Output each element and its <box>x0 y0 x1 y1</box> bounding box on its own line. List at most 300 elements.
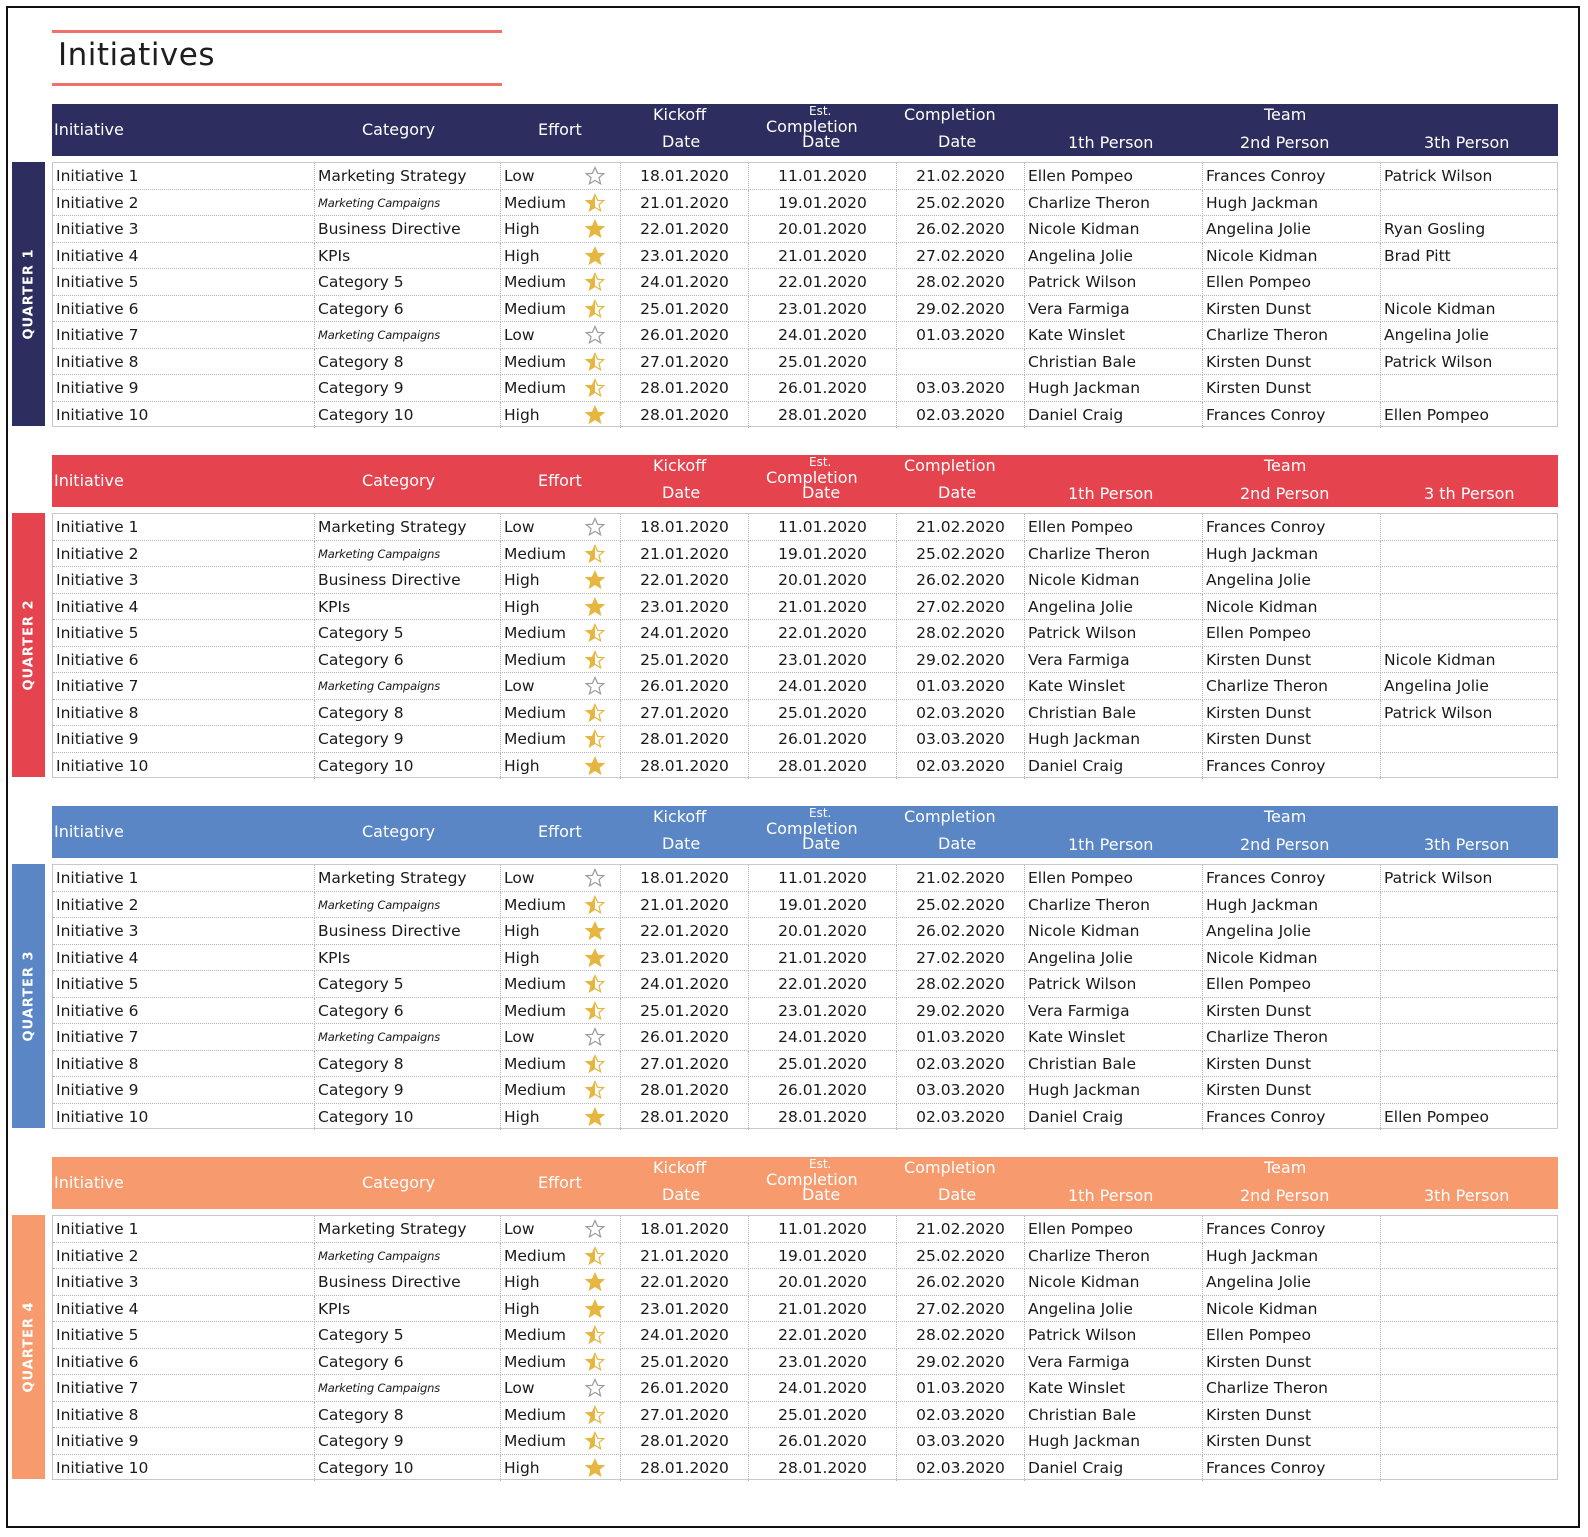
cell-p2[interactable] <box>1203 1051 1381 1078</box>
cell-p2[interactable] <box>1203 1455 1381 1482</box>
cell-p3[interactable] <box>1381 243 1559 270</box>
cell-p2[interactable] <box>1203 945 1381 972</box>
cell-p1[interactable] <box>1025 1269 1203 1296</box>
cell-completion[interactable] <box>897 700 1025 727</box>
cell-p1[interactable] <box>1025 216 1203 243</box>
cell-completion[interactable] <box>897 1375 1025 1402</box>
cell-p3[interactable] <box>1381 945 1559 972</box>
cell-completion[interactable] <box>897 243 1025 270</box>
cell-category[interactable] <box>315 243 501 270</box>
cell-p2[interactable] <box>1203 892 1381 919</box>
cell-initiative[interactable] <box>53 1077 315 1104</box>
cell-p3[interactable] <box>1381 1269 1559 1296</box>
cell-category[interactable] <box>315 349 501 376</box>
cell-p2[interactable] <box>1203 971 1381 998</box>
cell-est[interactable] <box>749 1077 897 1104</box>
cell-p3[interactable] <box>1381 514 1559 541</box>
cell-p1[interactable] <box>1025 1428 1203 1455</box>
cell-p3[interactable] <box>1381 163 1559 190</box>
cell-category[interactable] <box>315 726 501 753</box>
cell-kickoff[interactable] <box>621 375 749 402</box>
cell-completion[interactable] <box>897 1455 1025 1482</box>
cell-initiative[interactable] <box>53 567 315 594</box>
cell-p1[interactable] <box>1025 1349 1203 1376</box>
cell-est[interactable] <box>749 296 897 323</box>
cell-kickoff[interactable] <box>621 647 749 674</box>
cell-p2[interactable] <box>1203 673 1381 700</box>
cell-p2[interactable] <box>1203 216 1381 243</box>
cell-est[interactable] <box>749 243 897 270</box>
cell-p3[interactable] <box>1381 375 1559 402</box>
cell-p1[interactable] <box>1025 647 1203 674</box>
cell-est[interactable] <box>749 892 897 919</box>
cell-p3[interactable] <box>1381 620 1559 647</box>
cell-category[interactable] <box>315 1024 501 1051</box>
cell-initiative[interactable] <box>53 892 315 919</box>
cell-completion[interactable] <box>897 349 1025 376</box>
cell-est[interactable] <box>749 647 897 674</box>
cell-effort[interactable] <box>501 1428 621 1455</box>
cell-category[interactable] <box>315 892 501 919</box>
cell-p3[interactable] <box>1381 865 1559 892</box>
cell-p1[interactable] <box>1025 243 1203 270</box>
cell-est[interactable] <box>749 998 897 1025</box>
cell-p1[interactable] <box>1025 998 1203 1025</box>
cell-category[interactable] <box>315 514 501 541</box>
cell-completion[interactable] <box>897 296 1025 323</box>
cell-completion[interactable] <box>897 375 1025 402</box>
cell-category[interactable] <box>315 620 501 647</box>
cell-category[interactable] <box>315 1077 501 1104</box>
cell-completion[interactable] <box>897 1024 1025 1051</box>
cell-effort[interactable] <box>501 402 621 429</box>
cell-initiative[interactable] <box>53 700 315 727</box>
cell-p1[interactable] <box>1025 1243 1203 1270</box>
cell-p1[interactable] <box>1025 541 1203 568</box>
cell-initiative[interactable] <box>53 1024 315 1051</box>
cell-initiative[interactable] <box>53 514 315 541</box>
cell-effort[interactable] <box>501 700 621 727</box>
cell-p2[interactable] <box>1203 918 1381 945</box>
cell-p2[interactable] <box>1203 269 1381 296</box>
cell-effort[interactable] <box>501 514 621 541</box>
cell-effort[interactable] <box>501 1051 621 1078</box>
cell-p1[interactable] <box>1025 753 1203 780</box>
cell-initiative[interactable] <box>53 1455 315 1482</box>
cell-initiative[interactable] <box>53 865 315 892</box>
cell-effort[interactable] <box>501 647 621 674</box>
cell-completion[interactable] <box>897 918 1025 945</box>
cell-kickoff[interactable] <box>621 1243 749 1270</box>
cell-est[interactable] <box>749 402 897 429</box>
cell-effort[interactable] <box>501 594 621 621</box>
cell-p1[interactable] <box>1025 1024 1203 1051</box>
cell-effort[interactable] <box>501 243 621 270</box>
cell-p3[interactable] <box>1381 567 1559 594</box>
cell-effort[interactable] <box>501 620 621 647</box>
cell-effort[interactable] <box>501 296 621 323</box>
cell-effort[interactable] <box>501 1216 621 1243</box>
cell-est[interactable] <box>749 945 897 972</box>
cell-p3[interactable] <box>1381 402 1559 429</box>
cell-p1[interactable] <box>1025 1402 1203 1429</box>
cell-est[interactable] <box>749 322 897 349</box>
cell-est[interactable] <box>749 1402 897 1429</box>
cell-p3[interactable] <box>1381 322 1559 349</box>
cell-p3[interactable] <box>1381 1455 1559 1482</box>
cell-initiative[interactable] <box>53 375 315 402</box>
cell-p2[interactable] <box>1203 998 1381 1025</box>
cell-category[interactable] <box>315 594 501 621</box>
cell-p2[interactable] <box>1203 700 1381 727</box>
cell-kickoff[interactable] <box>621 892 749 919</box>
cell-initiative[interactable] <box>53 322 315 349</box>
cell-p3[interactable] <box>1381 673 1559 700</box>
cell-category[interactable] <box>315 753 501 780</box>
cell-effort[interactable] <box>501 673 621 700</box>
cell-initiative[interactable] <box>53 620 315 647</box>
cell-kickoff[interactable] <box>621 243 749 270</box>
cell-p1[interactable] <box>1025 269 1203 296</box>
cell-category[interactable] <box>315 1455 501 1482</box>
cell-p3[interactable] <box>1381 594 1559 621</box>
cell-p2[interactable] <box>1203 163 1381 190</box>
cell-est[interactable] <box>749 1024 897 1051</box>
cell-category[interactable] <box>315 1322 501 1349</box>
cell-initiative[interactable] <box>53 1104 315 1131</box>
cell-est[interactable] <box>749 594 897 621</box>
cell-p2[interactable] <box>1203 567 1381 594</box>
cell-effort[interactable] <box>501 269 621 296</box>
cell-p2[interactable] <box>1203 865 1381 892</box>
cell-completion[interactable] <box>897 1296 1025 1323</box>
cell-est[interactable] <box>749 620 897 647</box>
cell-completion[interactable] <box>897 753 1025 780</box>
cell-est[interactable] <box>749 726 897 753</box>
cell-effort[interactable] <box>501 998 621 1025</box>
cell-completion[interactable] <box>897 541 1025 568</box>
cell-kickoff[interactable] <box>621 541 749 568</box>
cell-kickoff[interactable] <box>621 514 749 541</box>
cell-est[interactable] <box>749 163 897 190</box>
cell-est[interactable] <box>749 673 897 700</box>
cell-p3[interactable] <box>1381 700 1559 727</box>
cell-initiative[interactable] <box>53 726 315 753</box>
cell-category[interactable] <box>315 918 501 945</box>
cell-p2[interactable] <box>1203 375 1381 402</box>
cell-est[interactable] <box>749 971 897 998</box>
cell-est[interactable] <box>749 918 897 945</box>
cell-effort[interactable] <box>501 918 621 945</box>
cell-p3[interactable] <box>1381 647 1559 674</box>
cell-effort[interactable] <box>501 753 621 780</box>
cell-p3[interactable] <box>1381 1402 1559 1429</box>
cell-est[interactable] <box>749 1104 897 1131</box>
cell-est[interactable] <box>749 1051 897 1078</box>
cell-completion[interactable] <box>897 865 1025 892</box>
cell-category[interactable] <box>315 1051 501 1078</box>
cell-initiative[interactable] <box>53 971 315 998</box>
cell-kickoff[interactable] <box>621 918 749 945</box>
cell-initiative[interactable] <box>53 243 315 270</box>
cell-p1[interactable] <box>1025 322 1203 349</box>
cell-category[interactable] <box>315 865 501 892</box>
cell-effort[interactable] <box>501 1269 621 1296</box>
cell-p1[interactable] <box>1025 971 1203 998</box>
cell-kickoff[interactable] <box>621 1375 749 1402</box>
cell-completion[interactable] <box>897 1269 1025 1296</box>
cell-p2[interactable] <box>1203 243 1381 270</box>
cell-p2[interactable] <box>1203 1402 1381 1429</box>
cell-p2[interactable] <box>1203 726 1381 753</box>
cell-p2[interactable] <box>1203 1322 1381 1349</box>
cell-effort[interactable] <box>501 1077 621 1104</box>
cell-initiative[interactable] <box>53 349 315 376</box>
cell-category[interactable] <box>315 1296 501 1323</box>
cell-effort[interactable] <box>501 945 621 972</box>
cell-completion[interactable] <box>897 190 1025 217</box>
cell-p1[interactable] <box>1025 700 1203 727</box>
cell-effort[interactable] <box>501 892 621 919</box>
cell-p2[interactable] <box>1203 647 1381 674</box>
cell-p3[interactable] <box>1381 541 1559 568</box>
cell-est[interactable] <box>749 1349 897 1376</box>
cell-p3[interactable] <box>1381 296 1559 323</box>
cell-p2[interactable] <box>1203 1243 1381 1270</box>
cell-p2[interactable] <box>1203 753 1381 780</box>
cell-kickoff[interactable] <box>621 998 749 1025</box>
cell-effort[interactable] <box>501 541 621 568</box>
cell-initiative[interactable] <box>53 269 315 296</box>
cell-category[interactable] <box>315 402 501 429</box>
cell-effort[interactable] <box>501 349 621 376</box>
cell-p2[interactable] <box>1203 1375 1381 1402</box>
cell-kickoff[interactable] <box>621 1349 749 1376</box>
cell-initiative[interactable] <box>53 163 315 190</box>
cell-completion[interactable] <box>897 998 1025 1025</box>
cell-category[interactable] <box>315 647 501 674</box>
cell-p3[interactable] <box>1381 892 1559 919</box>
cell-p1[interactable] <box>1025 296 1203 323</box>
cell-est[interactable] <box>749 1375 897 1402</box>
cell-kickoff[interactable] <box>621 216 749 243</box>
cell-initiative[interactable] <box>53 753 315 780</box>
cell-p1[interactable] <box>1025 892 1203 919</box>
cell-category[interactable] <box>315 567 501 594</box>
cell-est[interactable] <box>749 375 897 402</box>
cell-p1[interactable] <box>1025 1455 1203 1482</box>
cell-initiative[interactable] <box>53 1349 315 1376</box>
cell-kickoff[interactable] <box>621 620 749 647</box>
cell-completion[interactable] <box>897 1077 1025 1104</box>
cell-kickoff[interactable] <box>621 402 749 429</box>
cell-est[interactable] <box>749 753 897 780</box>
cell-effort[interactable] <box>501 1375 621 1402</box>
cell-completion[interactable] <box>897 647 1025 674</box>
cell-initiative[interactable] <box>53 673 315 700</box>
cell-p1[interactable] <box>1025 1296 1203 1323</box>
cell-initiative[interactable] <box>53 296 315 323</box>
cell-category[interactable] <box>315 1349 501 1376</box>
cell-kickoff[interactable] <box>621 296 749 323</box>
cell-initiative[interactable] <box>53 216 315 243</box>
cell-p1[interactable] <box>1025 918 1203 945</box>
cell-kickoff[interactable] <box>621 1322 749 1349</box>
cell-effort[interactable] <box>501 1296 621 1323</box>
cell-p1[interactable] <box>1025 945 1203 972</box>
cell-p1[interactable] <box>1025 567 1203 594</box>
cell-completion[interactable] <box>897 1051 1025 1078</box>
cell-kickoff[interactable] <box>621 753 749 780</box>
cell-category[interactable] <box>315 1428 501 1455</box>
cell-p3[interactable] <box>1381 1243 1559 1270</box>
cell-effort[interactable] <box>501 322 621 349</box>
cell-p1[interactable] <box>1025 620 1203 647</box>
cell-effort[interactable] <box>501 865 621 892</box>
cell-kickoff[interactable] <box>621 700 749 727</box>
cell-p2[interactable] <box>1203 1077 1381 1104</box>
cell-category[interactable] <box>315 700 501 727</box>
cell-completion[interactable] <box>897 945 1025 972</box>
cell-initiative[interactable] <box>53 1296 315 1323</box>
cell-p2[interactable] <box>1203 349 1381 376</box>
cell-est[interactable] <box>749 700 897 727</box>
cell-kickoff[interactable] <box>621 1216 749 1243</box>
cell-initiative[interactable] <box>53 1322 315 1349</box>
cell-p2[interactable] <box>1203 1024 1381 1051</box>
cell-completion[interactable] <box>897 567 1025 594</box>
cell-p2[interactable] <box>1203 541 1381 568</box>
cell-kickoff[interactable] <box>621 1104 749 1131</box>
cell-category[interactable] <box>315 998 501 1025</box>
cell-category[interactable] <box>315 541 501 568</box>
cell-p2[interactable] <box>1203 1349 1381 1376</box>
cell-effort[interactable] <box>501 1104 621 1131</box>
cell-p1[interactable] <box>1025 1322 1203 1349</box>
cell-effort[interactable] <box>501 190 621 217</box>
cell-initiative[interactable] <box>53 1428 315 1455</box>
cell-kickoff[interactable] <box>621 1455 749 1482</box>
cell-p3[interactable] <box>1381 726 1559 753</box>
cell-p2[interactable] <box>1203 514 1381 541</box>
cell-p3[interactable] <box>1381 1322 1559 1349</box>
cell-est[interactable] <box>749 1216 897 1243</box>
cell-initiative[interactable] <box>53 402 315 429</box>
cell-kickoff[interactable] <box>621 567 749 594</box>
cell-p3[interactable] <box>1381 1024 1559 1051</box>
cell-completion[interactable] <box>897 971 1025 998</box>
cell-est[interactable] <box>749 1269 897 1296</box>
cell-initiative[interactable] <box>53 647 315 674</box>
cell-initiative[interactable] <box>53 945 315 972</box>
cell-category[interactable] <box>315 375 501 402</box>
cell-est[interactable] <box>749 269 897 296</box>
cell-effort[interactable] <box>501 163 621 190</box>
cell-category[interactable] <box>315 1375 501 1402</box>
cell-category[interactable] <box>315 322 501 349</box>
cell-category[interactable] <box>315 1243 501 1270</box>
cell-effort[interactable] <box>501 1322 621 1349</box>
cell-completion[interactable] <box>897 1216 1025 1243</box>
cell-category[interactable] <box>315 673 501 700</box>
cell-completion[interactable] <box>897 1349 1025 1376</box>
cell-completion[interactable] <box>897 514 1025 541</box>
cell-completion[interactable] <box>897 620 1025 647</box>
cell-p3[interactable] <box>1381 1428 1559 1455</box>
cell-effort[interactable] <box>501 1024 621 1051</box>
cell-p1[interactable] <box>1025 402 1203 429</box>
cell-p3[interactable] <box>1381 1104 1559 1131</box>
cell-p3[interactable] <box>1381 998 1559 1025</box>
cell-completion[interactable] <box>897 673 1025 700</box>
cell-completion[interactable] <box>897 1402 1025 1429</box>
cell-kickoff[interactable] <box>621 1051 749 1078</box>
cell-est[interactable] <box>749 190 897 217</box>
cell-initiative[interactable] <box>53 190 315 217</box>
cell-effort[interactable] <box>501 1402 621 1429</box>
cell-p1[interactable] <box>1025 1051 1203 1078</box>
cell-p1[interactable] <box>1025 865 1203 892</box>
cell-p1[interactable] <box>1025 1104 1203 1131</box>
cell-est[interactable] <box>749 541 897 568</box>
cell-p3[interactable] <box>1381 216 1559 243</box>
cell-p3[interactable] <box>1381 753 1559 780</box>
cell-p1[interactable] <box>1025 1077 1203 1104</box>
cell-p1[interactable] <box>1025 375 1203 402</box>
cell-p1[interactable] <box>1025 1216 1203 1243</box>
cell-category[interactable] <box>315 971 501 998</box>
cell-p3[interactable] <box>1381 1077 1559 1104</box>
cell-p1[interactable] <box>1025 726 1203 753</box>
cell-p2[interactable] <box>1203 1104 1381 1131</box>
cell-effort[interactable] <box>501 971 621 998</box>
cell-initiative[interactable] <box>53 1269 315 1296</box>
cell-initiative[interactable] <box>53 1051 315 1078</box>
cell-est[interactable] <box>749 1455 897 1482</box>
cell-est[interactable] <box>749 567 897 594</box>
cell-kickoff[interactable] <box>621 971 749 998</box>
cell-p3[interactable] <box>1381 1216 1559 1243</box>
cell-effort[interactable] <box>501 1243 621 1270</box>
cell-est[interactable] <box>749 1296 897 1323</box>
cell-initiative[interactable] <box>53 1216 315 1243</box>
cell-p1[interactable] <box>1025 673 1203 700</box>
cell-effort[interactable] <box>501 726 621 753</box>
cell-category[interactable] <box>315 1104 501 1131</box>
cell-initiative[interactable] <box>53 594 315 621</box>
cell-initiative[interactable] <box>53 998 315 1025</box>
cell-p2[interactable] <box>1203 402 1381 429</box>
cell-p1[interactable] <box>1025 1375 1203 1402</box>
cell-p3[interactable] <box>1381 1051 1559 1078</box>
cell-est[interactable] <box>749 1428 897 1455</box>
cell-p1[interactable] <box>1025 190 1203 217</box>
cell-p2[interactable] <box>1203 1296 1381 1323</box>
cell-est[interactable] <box>749 1243 897 1270</box>
cell-p2[interactable] <box>1203 1428 1381 1455</box>
cell-effort[interactable] <box>501 1349 621 1376</box>
cell-completion[interactable] <box>897 1104 1025 1131</box>
cell-category[interactable] <box>315 163 501 190</box>
cell-category[interactable] <box>315 190 501 217</box>
cell-p1[interactable] <box>1025 514 1203 541</box>
cell-kickoff[interactable] <box>621 1428 749 1455</box>
cell-category[interactable] <box>315 1402 501 1429</box>
cell-initiative[interactable] <box>53 1243 315 1270</box>
cell-p3[interactable] <box>1381 269 1559 296</box>
cell-completion[interactable] <box>897 163 1025 190</box>
cell-est[interactable] <box>749 349 897 376</box>
